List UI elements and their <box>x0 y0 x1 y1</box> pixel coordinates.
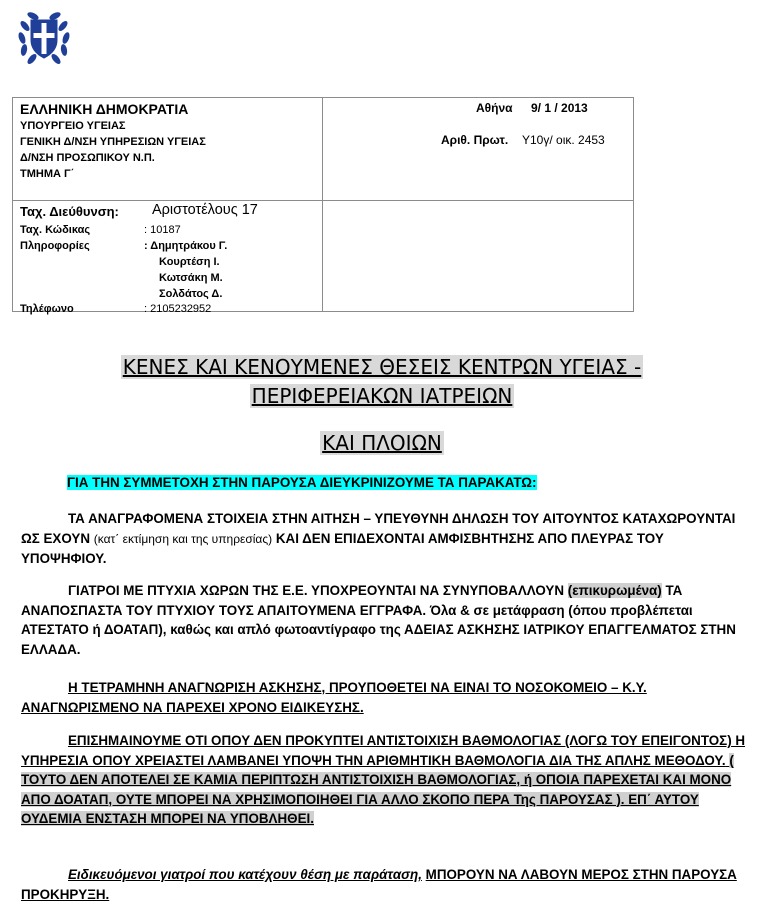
paragraph-1: ΤΑ ΑΝΑΓΡΑΦΟΜΕΝΑ ΣΤΟΙΧΕΙΑ ΣΤΗΝ ΑΙΤΗΣΗ – ΥΠΕΥΘΥΝΗ ΔΗΛΩΣΗ ΤΟΥ ΑΙΤΟΥΝΤΟΣ ΚΑΤΑΧΩΡΟΥΝΤΑΙ ΩΣ ΕΧΟΥΝ (κατ΄ εκτίμηση και της υπηρεσίας) ΚΑΙ ΔΕΝ ΕΠΙΔΕΧΟΝΤΑΙ ΑΜΦΙΣΒΗΤΗΣΗΣ ΑΠΟ ΠΛΕΥΡΑΣ ΤΟΥ ΥΠΟΨΗΦΙΟΥ. <box>21 511 736 566</box>
paragraph-5: Ειδικευόμενοι γιατροί που κατέχουν θέση με παράταση, ΜΠΟΡΟΥΝ ΝΑ ΛΑΒΟΥΝ ΜΕΡΟΣ ΣΤΗΝ ΠΑΡΟΥΣΑ ΠΡΟΚΗΡΥΞΗ. <box>21 867 737 902</box>
protocol-number: Υ10γ/ οικ. 2453 <box>522 133 605 147</box>
intro-line: ΓΙΑ ΤΗΝ ΣΥΜΜΕΤΟΧΗ ΣΤΗΝ ΠΑΡΟΥΣΑ ΔΙΕΥΚΡΙΝΙΖΟΥΜΕ ΤΑ ΠΑΡΑΚΑΤΩ: <box>67 475 537 490</box>
country-name: ΕΛΛΗΝΙΚΗ ΔΗΜΟΚΡΑΤΙΑ <box>20 101 189 117</box>
address-label: Ταχ. Διεύθυνση: <box>20 204 119 219</box>
empty-cell <box>323 201 634 312</box>
paragraph-2: ΓΙΑΤΡΟΙ ΜΕ ΠΤΥΧΙΑ ΧΩΡΩΝ ΤΗΣ Ε.Ε. ΥΠΟΧΡΕΟΥΝΤΑΙ ΝΑ ΣΥΝΥΠΟΒΑΛΛΟΥΝ (επικυρωμένα) ΤΑ ΑΝΑΠΟΣΠΑΣΤΑ ΤΟΥ ΠΤΥΧΙΟΥ ΤΟΥΣ ΑΠΑΙΤΟΥΜΕΝΑ ΕΓΓΡΑΦΑ. Όλα & σε μετάφραση (όπου προβλέπεται ΑΤΕΣΤΑΤΟ ή ΔΟΑΤΑΠ), καθώς και απλό φωτοαντίγραφο της ΑΔΕΙΑΣ ΑΣΚΗΣΗΣ ΙΑΤΡΙΚΟΥ ΕΠΑΓΓΕΛΜΑΤΟΣ ΣΤΗΝ ΕΛΛΑΔΑ. <box>21 583 736 657</box>
phone-value: : 2105232952 <box>144 303 212 315</box>
department: ΤΜΗΜΑ Γ΄ <box>20 168 75 180</box>
protocol-label: Αριθ. Πρωτ. <box>441 133 509 147</box>
address-value: Αριστοτέλους 17 <box>152 202 258 218</box>
info-name: Κωτσάκη Μ. <box>159 272 223 284</box>
ministry-name: ΥΠΟΥΡΓΕΙΟ ΥΓΕΙΑΣ <box>20 120 126 132</box>
info-name: Σολδάτος Δ. <box>159 288 223 300</box>
header-table <box>12 97 634 315</box>
title-line-3: ΚΑΙ ΠΛΟΙΩΝ <box>322 431 442 455</box>
city-label: Αθήνα <box>476 101 513 115</box>
contact-cell <box>13 201 323 315</box>
greek-coat-of-arms-icon <box>16 6 72 66</box>
info-name: : Δημητράκου Γ. <box>144 240 228 252</box>
document-date: 9/ 1 / 2013 <box>531 101 588 115</box>
title-line-1: ΚΕΝΕΣ ΚΑΙ ΚΕΝΟΥΜΕΝΕΣ ΘΕΣΕΙΣ ΚΕΝΤΡΩΝ ΥΓΕΙΑΣ - <box>122 355 642 379</box>
postal-code-label: Ταχ. Κώδικας <box>20 224 91 236</box>
title-line-2: ΠΕΡΙΦΕΡΕΙΑΚΩΝ ΙΑΤΡΕΙΩΝ <box>251 384 513 408</box>
date-protocol-cell <box>323 98 634 201</box>
info-label: Πληροφορίες <box>20 240 90 252</box>
paragraph-4: ΕΠΙΣΗΜΑΙΝΟΥΜΕ ΟΤΙ ΟΠΟΥ ΔΕΝ ΠΡΟΚΥΠΤΕΙ ΑΝΤΙΣΤΟΙΧΙΣΗ ΒΑΘΜΟΛΟΓΙΑΣ (ΛΟΓΩ ΤΟΥ ΕΠΕΙΓΟΝΤΟΣ) Η ΥΠΗΡΕΣΙΑ ΟΠΟΥ ΧΡΕΙΑΣΤΕΙ ΛΑΜΒΑΝΕΙ ΥΠΟΨΗ ΤΗΝ ΑΡΙΘΜΗΤΙΚΗ ΒΑΘΜΟΛΟΓΙΑ ΔΙΑ ΤΗΣ ΑΠΛΗΣ ΜΕΘΟΔΟΥ. ( ΤΟΥΤΟ ΔΕΝ ΑΠΟΤΕΛΕΙ ΣΕ ΚΑΜΙΑ ΠΕΡΙΠΤΩΣΗ ΑΝΤΙΣΤΟΙΧΙΣΗ ΒΑΘΜΟΛΟΓΙΑΣ, ή ΟΠΟΙΑ ΠΑΡΕΧΕΤΑΙ ΚΑΙ ΜΟΝΟ ΑΠΟ ΔΟΑΤΑΠ, ΟΥΤΕ ΜΠΟΡΕΙ ΝΑ ΧΡΗΣΙΜΟΠΟΙΗΘΕΙ ΓΙΑ ΑΛΛΟ ΣΚΟΠΟ ΠΕΡΑ Της ΠΑΡΟΥΣΑΣ ). ΕΠ΄ ΑΥΤΟΥ ΟΥΔΕΜΙΑ ΕΝΣΤΑΣΗ ΜΠΟΡΕΙ ΝΑ ΥΠΟΒΛΗΘΕΙ. <box>21 733 746 826</box>
directorate: Δ/ΝΣΗ ΠΡΟΣΩΠΙΚΟΥ Ν.Π. <box>20 152 155 164</box>
paragraph-3: Η ΤΕΤΡΑΜΗΝΗ ΑΝΑΓΝΩΡΙΣΗ ΑΣΚΗΣΗΣ, ΠΡΟΥΠΟΘΕΤΕΙ ΝΑ ΕΙΝΑΙ ΤΟ ΝΟΣΟΚΟΜΕΙΟ – Κ.Υ. ΑΝΑΓΝΩΡΙΣΜΕΝΟ ΝΑ ΠΑΡΕΧΕΙ ΧΡΟΝΟ ΕΙΔΙΚΕΥΣΗΣ. <box>21 680 647 715</box>
phone-label: Τηλέφωνο <box>20 303 74 315</box>
postal-code-value: : 10187 <box>144 224 181 236</box>
info-name: Κουρτέση Ι. <box>159 256 220 268</box>
issuer-cell <box>13 98 323 201</box>
directorate-general: ΓΕΝΙΚΗ Δ/ΝΣΗ ΥΠΗΡΕΣΙΩΝ ΥΓΕΙΑΣ <box>20 136 206 148</box>
